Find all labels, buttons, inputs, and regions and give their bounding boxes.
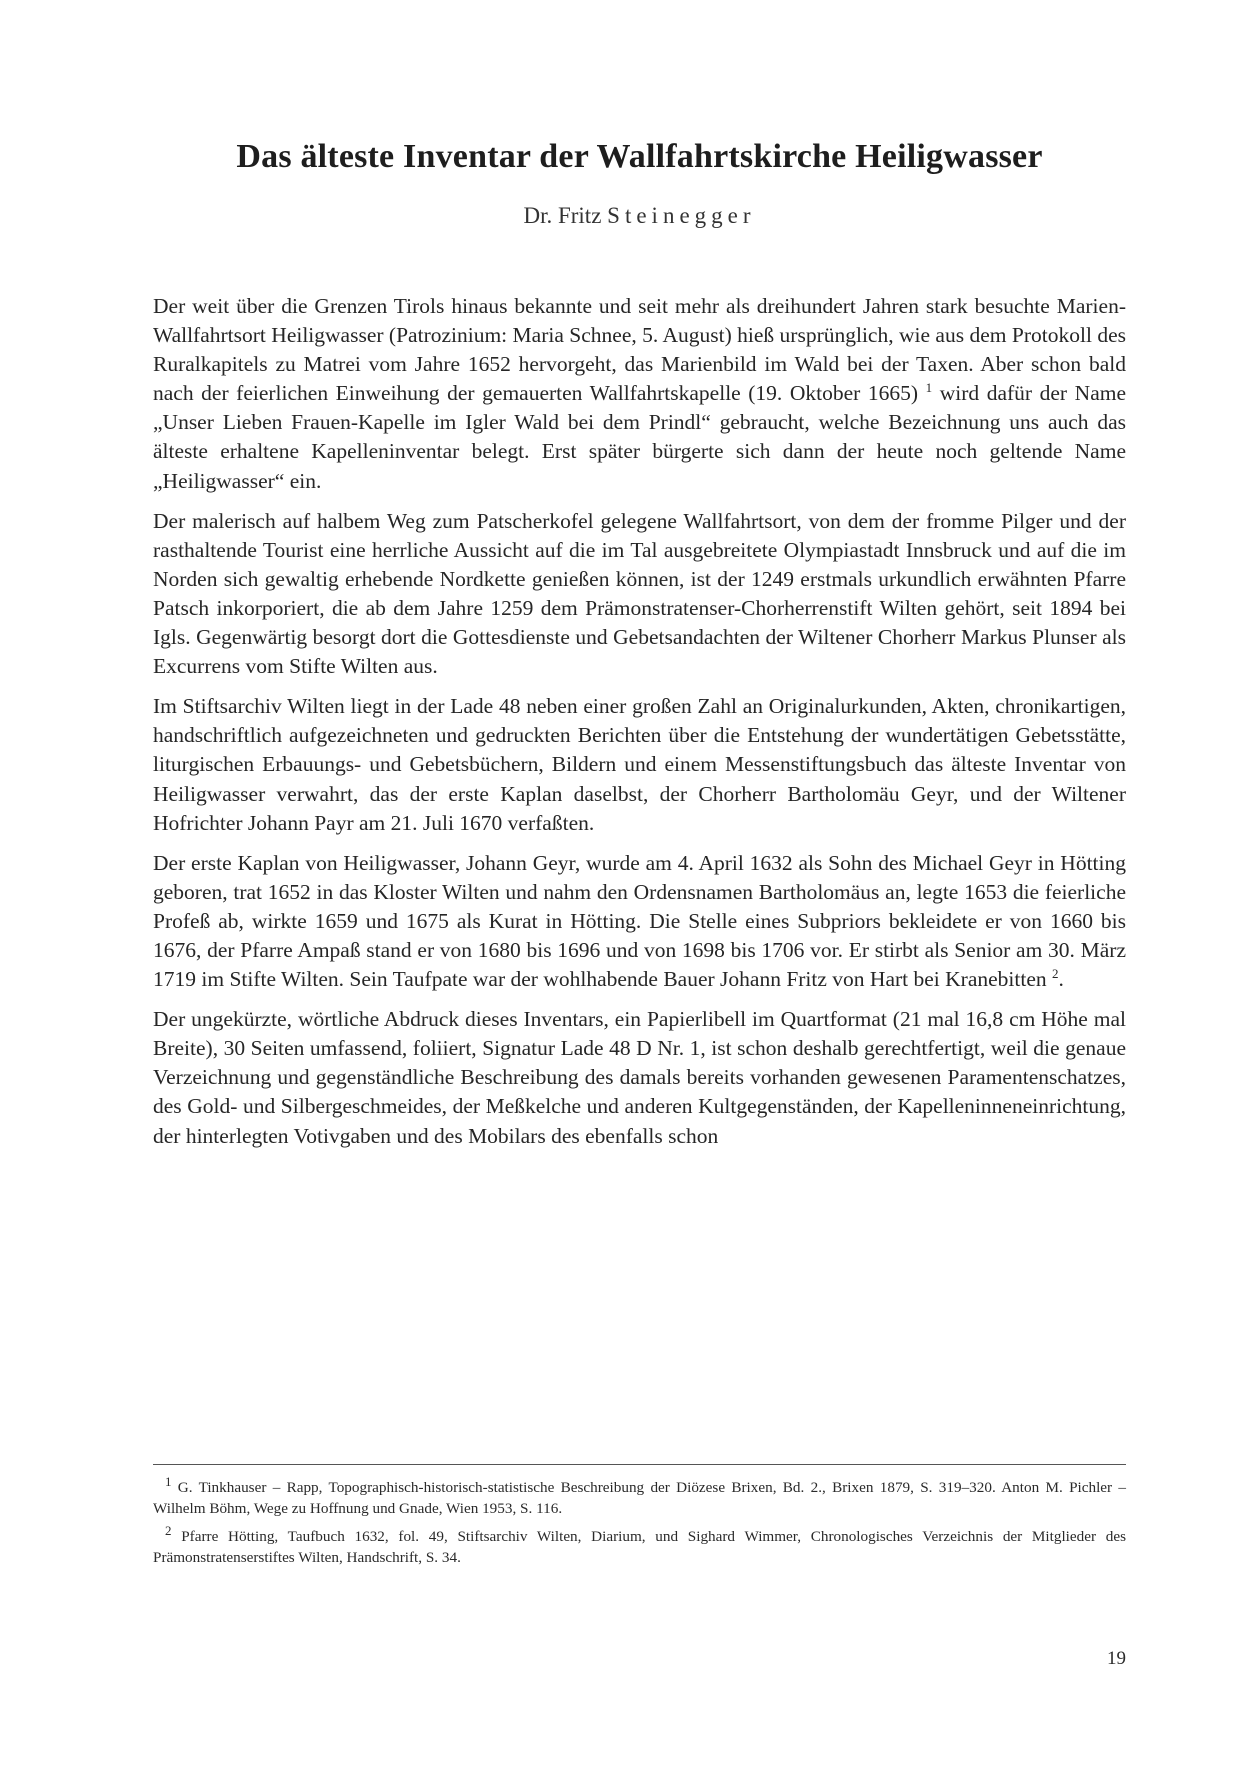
footnotes: [153, 1473, 1126, 1576]
footnote-2: [153, 1522, 1126, 1568]
footnote-ref-2: 2: [1052, 965, 1059, 981]
footnote-mark-2: 2: [165, 1522, 172, 1538]
paragraph-text-continued: wird dafür der Name „Unser Lieben Frauen-Kapelle im Igler Wald bei dem Prindl“ gebraucht, welche Bezeichnung uns auch das älteste erhaltene Kapelleninventar belegt. Erst später bürgerte sich dann der heute noch geltende Name „Heiligwasser“ ein.: [153, 381, 1127, 493]
paragraph-text: Der weit über die Grenzen Tirols hinaus bekannte und seit mehr als dreihundert Jahren stark besuchte Marien-Wallfahrtsort Heiligwasser (Patrozinium: Maria Schnee, 5. August) hieß ursprünglich, wie aus dem Protokoll des Ruralkapitels zu Matrei vom Jahre 1652 hervorgeht, das Marienbild im Wald bei der Taxen. Aber schon bald nach der feierlichen Einweihung der gemauerten Wallfahrtskapelle (19. Oktober 1665): [153, 294, 1126, 406]
footnote-1: [153, 1473, 1126, 1519]
page-number: 19: [1107, 1648, 1126, 1669]
paragraph-3: [153, 692, 1126, 837]
author-prefix: Dr. Fritz: [523, 203, 602, 228]
footnote-divider: [153, 1464, 1126, 1465]
footnote-mark-1: 1: [165, 1473, 172, 1489]
author-line: [153, 203, 1126, 229]
footnote-ref-1: 1: [925, 380, 933, 396]
paragraph-5: [153, 1005, 1126, 1150]
article-title: Das älteste Inventar der Wallfahrtskirche Heiligwasser: [236, 138, 1043, 175]
document-page: [153, 0, 1126, 1785]
paragraph-text: Der malerisch auf halbem Weg zum Patscherkofel gelegene Wallfahrtsort, von dem der fromme Pilger und der rasthaltende Tourist eine herrliche Aussicht auf die im Tal ausgebreitete Olympiastadt Innsbruck und auf die im Norden sich gewaltig erhebende Nordkette genießen können, ist der 1249 erstmals urkundlich erwähnten Pfarre Patsch inkorporiert, die ab dem Jahre 1259 dem Prämonstratenser-Chorherrenstift Wilten gehört, seit 1894 bei Igls. Gegenwärtig besorgt dort die Gottesdienste und Gebetsandachten der Wiltener Chorherr Markus Plunser als Excurrens vom Stifte Wilten aus.: [153, 508, 1126, 679]
author-surname: Steinegger: [607, 203, 756, 228]
paragraph-text: Der erste Kaplan von Heiligwasser, Johann Geyr, wurde am 4. April 1632 als Sohn des Michael Geyr in Hötting geboren, trat 1652 in das Kloster Wilten und nahm den Ordensnamen Bartholomäus an, legte 1653 die feierliche Profeß ab, wirkte 1659 und 1675 als Kurat in Hötting. Die Stelle eines Subpriors bekleidete er von 1660 bis 1676, der Pfarre Ampaß stand er von 1680 bis 1696 und von 1698 bis 1706 vor. Er stirbt als Senior am 30. März 1719 im Stifte Wilten. Sein Taufpate war der wohlhabende Bauer Johann Fritz von Hart bei Kranebitten: [153, 850, 1126, 992]
paragraph-2: [153, 507, 1126, 682]
paragraph-text: Der ungekürzte, wörtliche Abdruck dieses Inventars, ein Papierlibell im Quartformat (21 mal 16,8 cm Höhe mal Breite), 30 Seiten umfassend, foliiert, Signatur Lade 48 D Nr. 1, ist schon deshalb gerechtfertigt, weil die genaue Verzeichnung und gegenständliche Beschreibung des damals bereits vorhanden gewesenen Paramentenschatzes, des Gold- und Silbergeschmeides, der Meßkelche und anderen Kultgegenständen, der Kapelleninneneinrichtung, der hinterlegten Votivgaben und des Mobilars des ebenfalls schon: [153, 1007, 1126, 1148]
paragraph-1: [153, 292, 1126, 496]
article-body: [153, 292, 1126, 1162]
paragraph-text-continued: .: [1058, 967, 1064, 992]
footnote-text-2: Pfarre Hötting, Taufbuch 1632, fol. 49, Stiftsarchiv Wilten, Diarium, und Sighard Wimmer, Chronologisches Verzeichnis der Mitglieder des Prämonstratenserstiftes Wilten, Handschrift, S. 34.: [153, 1528, 1126, 1566]
paragraph-text: Im Stiftsarchiv Wilten liegt in der Lade 48 neben einer großen Zahl an Originalurkunden, Akten, chronikartigen, handschriftlich aufgezeichneten und gedruckten Berichten über die Entstehung der wundertätigen Gebetsstätte, liturgischen Erbauungs- und Gebetsbüchern, Bildern und einem Messenstiftungsbuch das älteste Inventar von Heiligwasser verwahrt, das der erste Kaplan daselbst, der Chorherr Bartholomäu Geyr, und der Wiltener Hofrichter Johann Payr am 21. Juli 1670 verfaßten.: [153, 694, 1126, 835]
paragraph-4: [153, 849, 1126, 994]
footnote-text-1: G. Tinkhauser – Rapp, Topographisch-historisch-statistische Beschreibung der Diözese Brixen, Bd. 2., Brixen 1879, S. 319–320. Anton M. Pichler – Wilhelm Böhm, Wege zu Hoffnung und Gnade, Wien 1953, S. 116.: [153, 1479, 1126, 1517]
